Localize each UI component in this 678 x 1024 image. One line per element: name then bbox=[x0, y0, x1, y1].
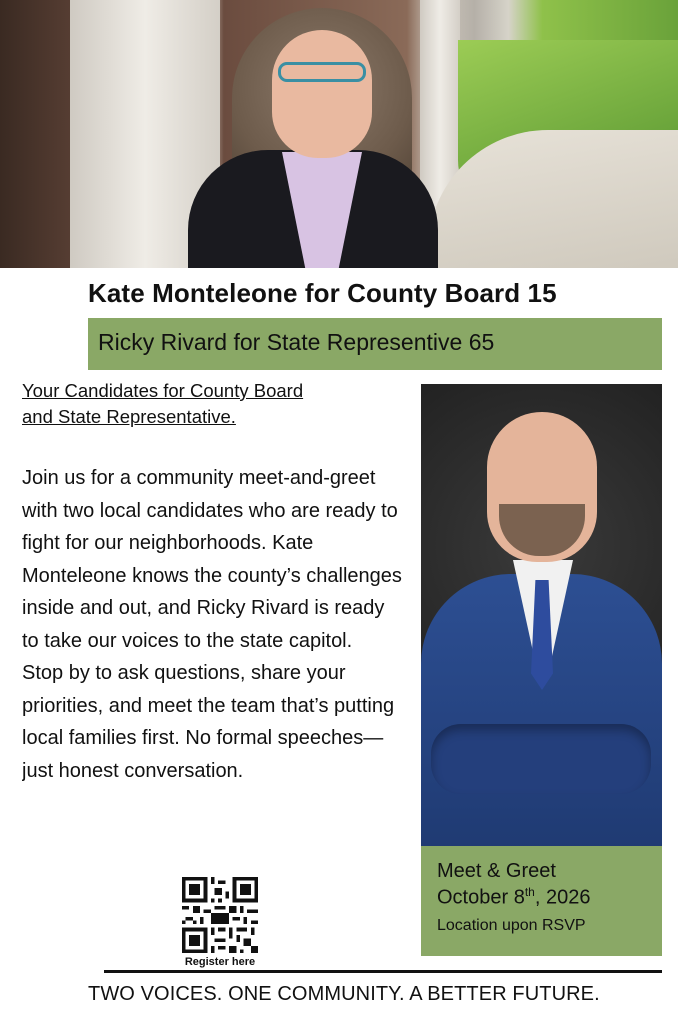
crossed-arms bbox=[431, 724, 651, 794]
qr-caption: Register here bbox=[184, 956, 256, 968]
headline-state-rep: Ricky Rivard for State Representive 65 bbox=[98, 329, 495, 355]
body-text bbox=[22, 462, 402, 876]
event-date-day: October 8 bbox=[437, 886, 525, 909]
qr-code-icon[interactable] bbox=[180, 877, 260, 953]
event-box bbox=[421, 846, 662, 956]
event-date bbox=[437, 885, 590, 910]
face bbox=[272, 30, 372, 158]
candidate-photo-kate bbox=[0, 0, 678, 268]
event-title: Meet & Greet bbox=[437, 860, 556, 882]
headline-state-rep-banner bbox=[88, 318, 662, 370]
footer-tagline: TWO VOICES. ONE COMMUNITY. A BETTER FUTURE. bbox=[88, 983, 600, 1005]
body-paragraph-2: Stop by to ask questions, share your priorities, and meet the team that’s putting local families first. No formal speeches—just honest conversation. bbox=[22, 662, 395, 782]
candidate-photo-ricky bbox=[421, 384, 662, 846]
event-date-year: , 2026 bbox=[534, 886, 591, 909]
candidates-subheading: Your Candidates for County Board and State Representative. bbox=[22, 380, 304, 427]
headline-county-board: Kate Monteleone for County Board 15 bbox=[88, 278, 557, 308]
footer-divider bbox=[104, 970, 662, 973]
event-location: Location upon RSVP bbox=[437, 917, 586, 934]
body-paragraph-1: Join us for a community meet-and-greet with two local candidates who are ready to fight for our neighborhoods. Kate Monteleone knows the county’s challenges inside and out, and Ricky Rivard is ready to take our voices to the state capitol. bbox=[22, 467, 402, 652]
glasses bbox=[278, 62, 366, 82]
event-date-ordinal: th bbox=[524, 885, 535, 899]
